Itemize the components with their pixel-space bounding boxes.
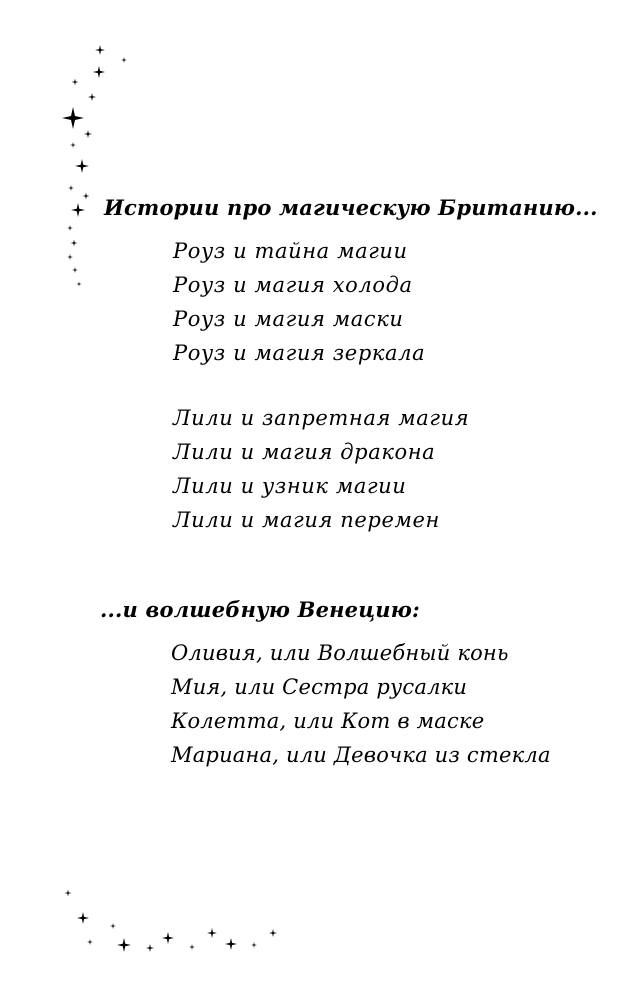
list-item: Лили и узник магии — [173, 474, 407, 498]
top-star-trail-icon — [62, 45, 127, 287]
list-item: Лили и магия дракона — [173, 440, 436, 464]
list-item: Колетта, или Кот в маске — [171, 709, 485, 733]
list-item: Лили и запретная магия — [173, 406, 470, 430]
list-item: Роуз и магия маски — [173, 307, 404, 331]
book-list-rose — [173, 234, 425, 370]
bottom-star-trail-icon — [65, 890, 278, 953]
list-item: Оливия, или Волшебный конь — [171, 641, 509, 665]
heading-britain: Истории про магическую Британию... — [104, 195, 598, 220]
list-item: Мия, или Сестра русалки — [171, 675, 468, 699]
book-list-venice — [171, 636, 551, 772]
list-item: Роуз и магия холода — [173, 273, 413, 297]
list-item: Лили и магия перемен — [173, 508, 440, 532]
book-list-lili — [173, 401, 469, 537]
list-item: Роуз и тайна магии — [173, 239, 408, 263]
list-item: Роуз и магия зеркала — [173, 341, 426, 365]
list-item: Мариана, или Девочка из стекла — [171, 743, 551, 767]
heading-venice: ...и волшебную Венецию: — [100, 597, 420, 622]
